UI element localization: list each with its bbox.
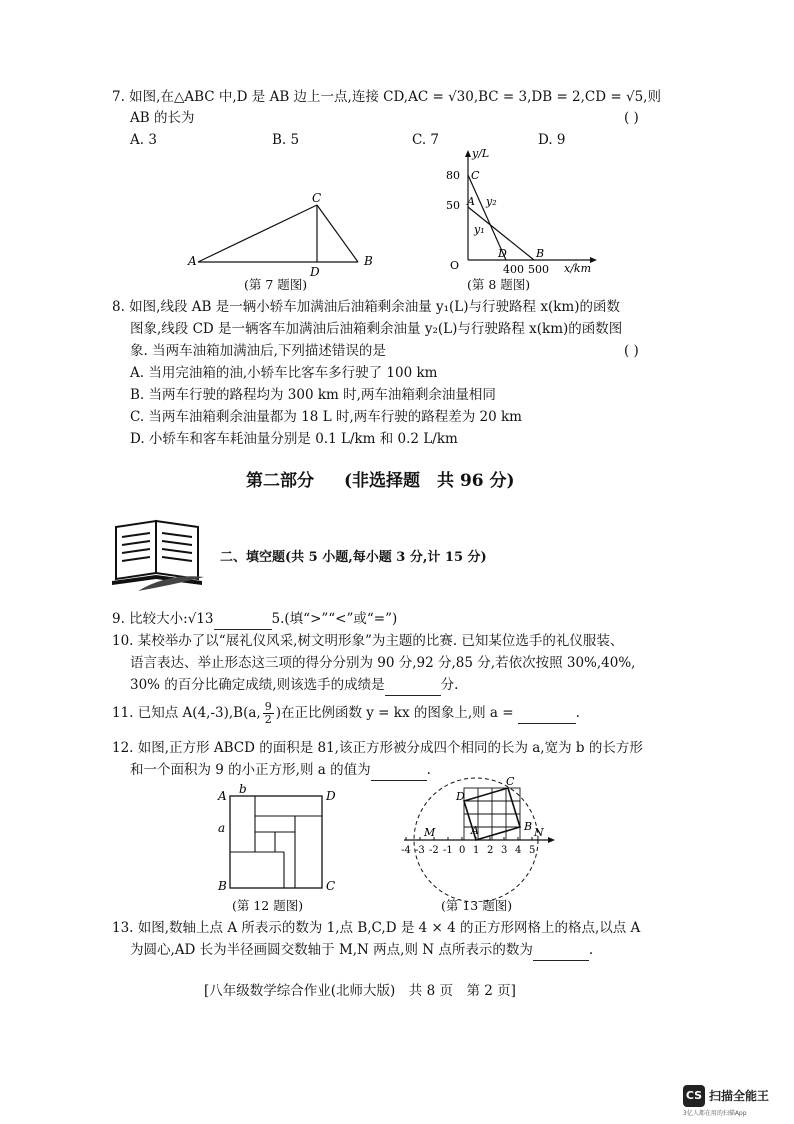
q11-line — [112, 701, 580, 727]
q13-figure-caption: (第 13 题图) — [441, 898, 513, 913]
q8-option-a: A. 当用完油箱的油,小轿车比客车多行驶了 100 km — [130, 365, 438, 381]
q10-line3-pre: 30% 的百分比确定成绩,则该选手的成绩是 — [130, 677, 385, 693]
fig8-label-y2: y₂ — [486, 195, 497, 208]
fig13-label-m: M — [424, 826, 436, 839]
q12-line2-post: . — [426, 762, 431, 778]
q10-line3-post: 分. — [440, 677, 459, 693]
fig12-label-d: D — [326, 789, 336, 803]
q7-option-a: A. 3 — [130, 132, 157, 148]
q13-line2 — [130, 940, 593, 961]
scanner-watermark — [683, 1085, 783, 1115]
fig8-x400: 400 — [503, 263, 524, 275]
fig8-label-c: C — [471, 169, 480, 182]
fig8-x500: 500 — [528, 263, 549, 275]
part2-subtitle: (非选择题 共 96 分) — [344, 471, 515, 491]
q8-option-d: D. 小轿车和客车耗油量分别是 0.1 L/km 和 0.2 L/km — [130, 431, 458, 447]
q11-mid: )在正比例函数 y = kx 的图象上,则 a = — [275, 705, 514, 721]
tick-label: 3 — [501, 845, 508, 856]
fig12-label-c: C — [326, 879, 336, 893]
q7-figure-caption: (第 7 题图) — [244, 277, 308, 292]
q9-pre: 9. 比较大小:√13 — [112, 611, 214, 627]
q11-frac-num: 9 — [264, 700, 272, 713]
q8-graph-figure — [440, 145, 615, 275]
fig12-label-a-side: a — [218, 821, 226, 835]
q8-line3: 象. 当两车油箱加满油后,下列描述错误的是 — [130, 343, 386, 359]
q11-pre: 11. 已知点 A(4,-3),B(a, — [112, 705, 261, 721]
q8-option-b: B. 当两车行驶的路程均为 300 km 时,两车油箱剩余油量相同 — [130, 387, 496, 403]
q12-figure-caption: (第 12 题图) — [232, 898, 304, 913]
fig13-label-d: D — [456, 790, 465, 803]
q8-option-c: C. 当两车油箱剩余油量都为 18 L 时,两车行驶的路程差为 20 km — [130, 409, 522, 425]
q10-line1: 10. 某校举办了以“展礼仪风采,树文明形象”为主题的比赛. 已知某位选手的礼仪服装、 — [112, 633, 624, 649]
q13-line2-post: . — [588, 942, 594, 958]
fig12-label-a: A — [218, 789, 227, 803]
q7-option-b: B. 5 — [272, 132, 300, 148]
fig13-label-b: B — [524, 820, 533, 833]
q7-line2: AB 的长为 — [130, 110, 195, 126]
q10-line2: 语言表达、举止形态这三项的得分分别为 90 分,92 分,85 分,若依次按照 30%,40%, — [130, 655, 636, 671]
q12-line1: 12. 如图,正方形 ABCD 的面积是 81,该正方形被分成四个相同的长为 a,宽为 b 的长方形 — [112, 740, 643, 756]
q7-option-c: C. 7 — [412, 132, 440, 148]
q9-line — [112, 609, 397, 630]
tick-label: -3 — [415, 845, 425, 856]
q12-line2-pre: 和一个面积为 9 的小正方形,则 a 的值为 — [130, 762, 371, 778]
fig7-label-d: D — [310, 265, 320, 279]
fig8-label-d: D — [498, 247, 507, 260]
tick-label: 2 — [487, 845, 494, 856]
section2-heading: 二、填空题(共 5 小题,每小题 3 分,计 15 分) — [220, 550, 487, 565]
tick-label: -1 — [443, 845, 453, 856]
page-footer: [八年级数学综合作业(北师大版) 共 8 页 第 2 页] — [204, 983, 516, 999]
q11-answer-blank[interactable] — [518, 703, 576, 724]
q8-line2: 图象,线段 CD 是一辆客车加满油后油箱剩余油量 y₂(L)与行驶路程 x(km)的函数图 — [130, 321, 623, 337]
q13-number-line-figure — [398, 772, 558, 902]
q8-figure-caption: (第 8 题图) — [467, 277, 531, 292]
scanner-app-name: 扫描全能王 — [709, 1089, 770, 1103]
tick-label: -2 — [429, 845, 439, 856]
tick-label: 4 — [515, 845, 522, 856]
q13-line2-pre: 为圆心,AD 长为半径画圆交数轴于 M,N 两点,则 N 点所表示的数为 — [130, 942, 533, 958]
q12-square-figure — [210, 782, 340, 898]
q7-option-d: D. 9 — [538, 132, 566, 148]
q13-line1: 13. 如图,数轴上点 A 所表示的数为 1,点 B,C,D 是 4 × 4 的正方形网格上的格点,以点 A — [112, 920, 641, 936]
fig7-label-c: C — [312, 191, 322, 205]
fig8-y80: 80 — [446, 169, 460, 182]
q11-frac-den: 2 — [264, 713, 272, 726]
tick-label: 0 — [459, 845, 466, 856]
q10-answer-blank[interactable] — [385, 675, 441, 696]
q13-answer-blank[interactable] — [533, 940, 589, 961]
q11-post: . — [575, 705, 580, 721]
fig7-label-b: B — [364, 254, 373, 268]
scanner-logo-icon: CS — [683, 1085, 705, 1107]
fig7-label-a: A — [188, 254, 197, 268]
fig8-y50: 50 — [446, 199, 460, 212]
q12-line2 — [130, 760, 431, 781]
fig8-origin: O — [450, 259, 460, 272]
q7-line1: 7. 如图,在△ABC 中,D 是 AB 边上一点,连接 CD,AC = √30,BC = 3,DB = 2,CD = √5,则 — [112, 89, 661, 105]
fig13-label-a: A — [471, 824, 479, 837]
fig12-label-b-side: b — [239, 782, 247, 796]
fig8-label-y1: y₁ — [474, 223, 485, 236]
open-book-icon — [108, 515, 210, 595]
fig8-y-axis-label: y/L — [472, 147, 490, 160]
fig8-x-axis-label: x/km — [564, 262, 592, 275]
q8-line1: 8. 如图,线段 AB 是一辆小轿车加满油后油箱剩余油量 y₁(L)与行驶路程 x(km)的函数 — [112, 299, 620, 315]
q8-answer-paren: ( ) — [624, 343, 639, 359]
part2-title: 第二部分 — [246, 471, 314, 491]
scanner-tagline: 3亿人都在用的扫描App — [683, 1110, 747, 1117]
fig8-label-a: A — [467, 195, 475, 208]
fig12-label-b: B — [218, 879, 227, 893]
q7-answer-paren: ( ) — [624, 110, 639, 126]
tick-label: 5 — [529, 845, 536, 856]
q9-post: 5.(填“>”“<”或“=”) — [271, 611, 398, 627]
tick-label: 1 — [473, 845, 480, 856]
fig8-label-b: B — [536, 247, 545, 260]
q11-fraction — [263, 701, 274, 726]
fig13-label-n: N — [534, 826, 544, 839]
q10-line3 — [130, 675, 458, 696]
fig13-label-c: C — [506, 775, 515, 788]
tick-label: -4 — [401, 845, 411, 856]
q9-answer-blank[interactable] — [214, 609, 272, 630]
